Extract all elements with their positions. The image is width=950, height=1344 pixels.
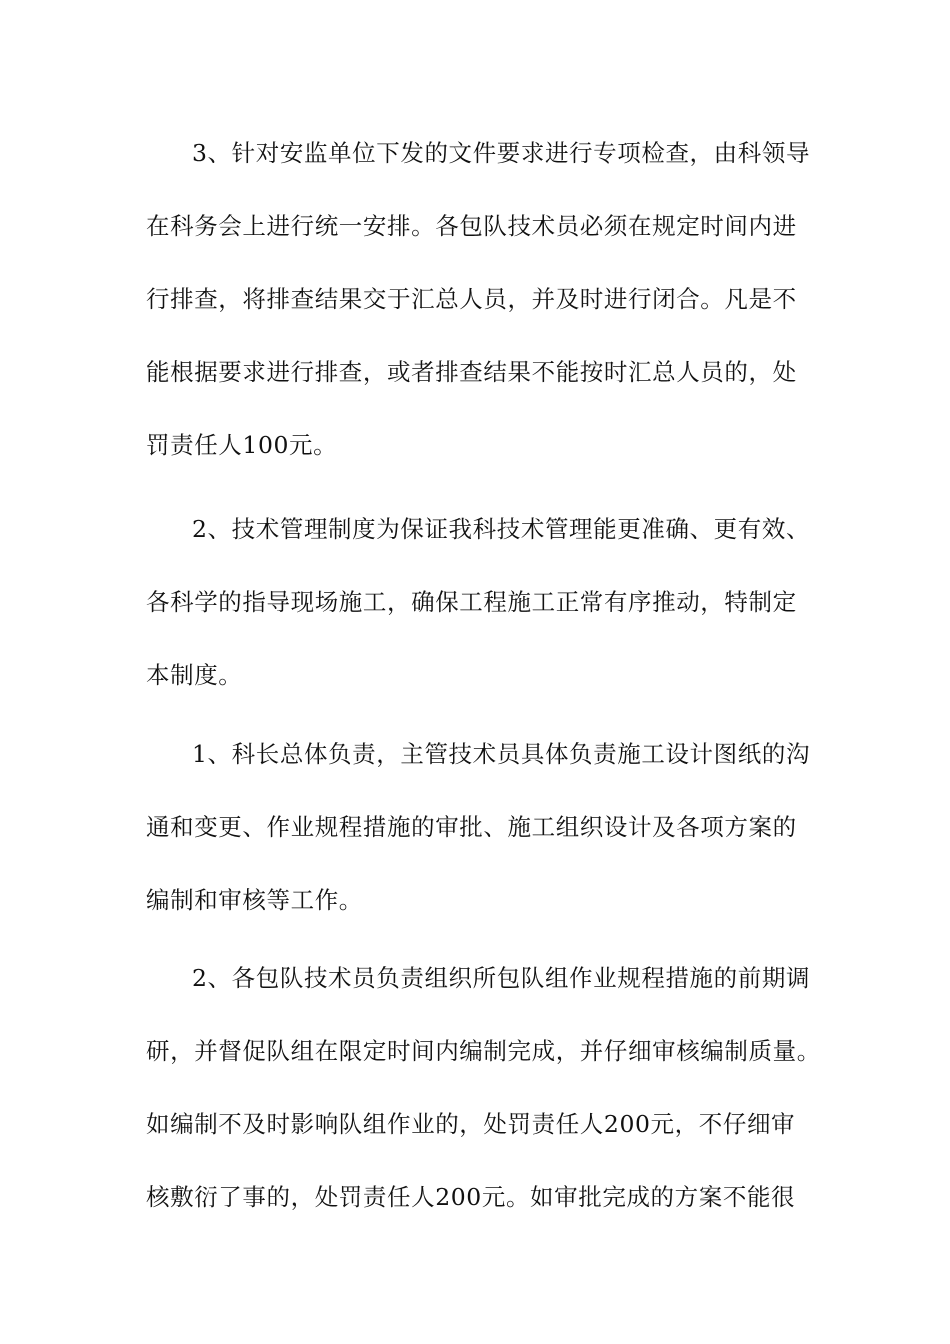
paragraph-line: 3、针对安监单位下发的文件要求进行专项检查，由科领导 — [192, 139, 811, 167]
paragraph-line: 行排查，将排查结果交于汇总人员，并及时进行闭合。凡是不 — [146, 285, 797, 313]
paragraph-line: 编制和审核等工作。 — [146, 886, 363, 914]
paragraph-line: 罚责任人100元。 — [146, 431, 338, 459]
paragraph-line: 通和变更、作业规程措施的审批、施工组织设计及各项方案的 — [146, 813, 797, 841]
paragraph-line: 本制度。 — [146, 661, 243, 689]
paragraph-line: 各科学的指导现场施工，确保工程施工正常有序推动，特制定 — [146, 588, 797, 616]
paragraph-line: 如编制不及时影响队组作业的，处罚责任人200元，不仔细审 — [146, 1110, 796, 1138]
paragraph-line: 2、各包队技术员负责组织所包队组作业规程措施的前期调 — [192, 964, 811, 992]
paragraph-line: 研，并督促队组在限定时间内编制完成，并仔细审核编制质量。 — [146, 1037, 821, 1065]
paragraph-line: 能根据要求进行排查，或者排查结果不能按时汇总人员的，处 — [146, 358, 797, 386]
paragraph-line: 1、科长总体负责，主管技术员具体负责施工设计图纸的沟 — [192, 740, 811, 768]
paragraph-line: 核敷衍了事的，处罚责任人200元。如审批完成的方案不能很 — [146, 1183, 796, 1211]
paragraph-line: 在科务会上进行统一安排。各包队技术员必须在规定时间内进 — [146, 212, 797, 240]
paragraph-line: 2、技术管理制度为保证我科技术管理能更准确、更有效、 — [192, 515, 811, 543]
